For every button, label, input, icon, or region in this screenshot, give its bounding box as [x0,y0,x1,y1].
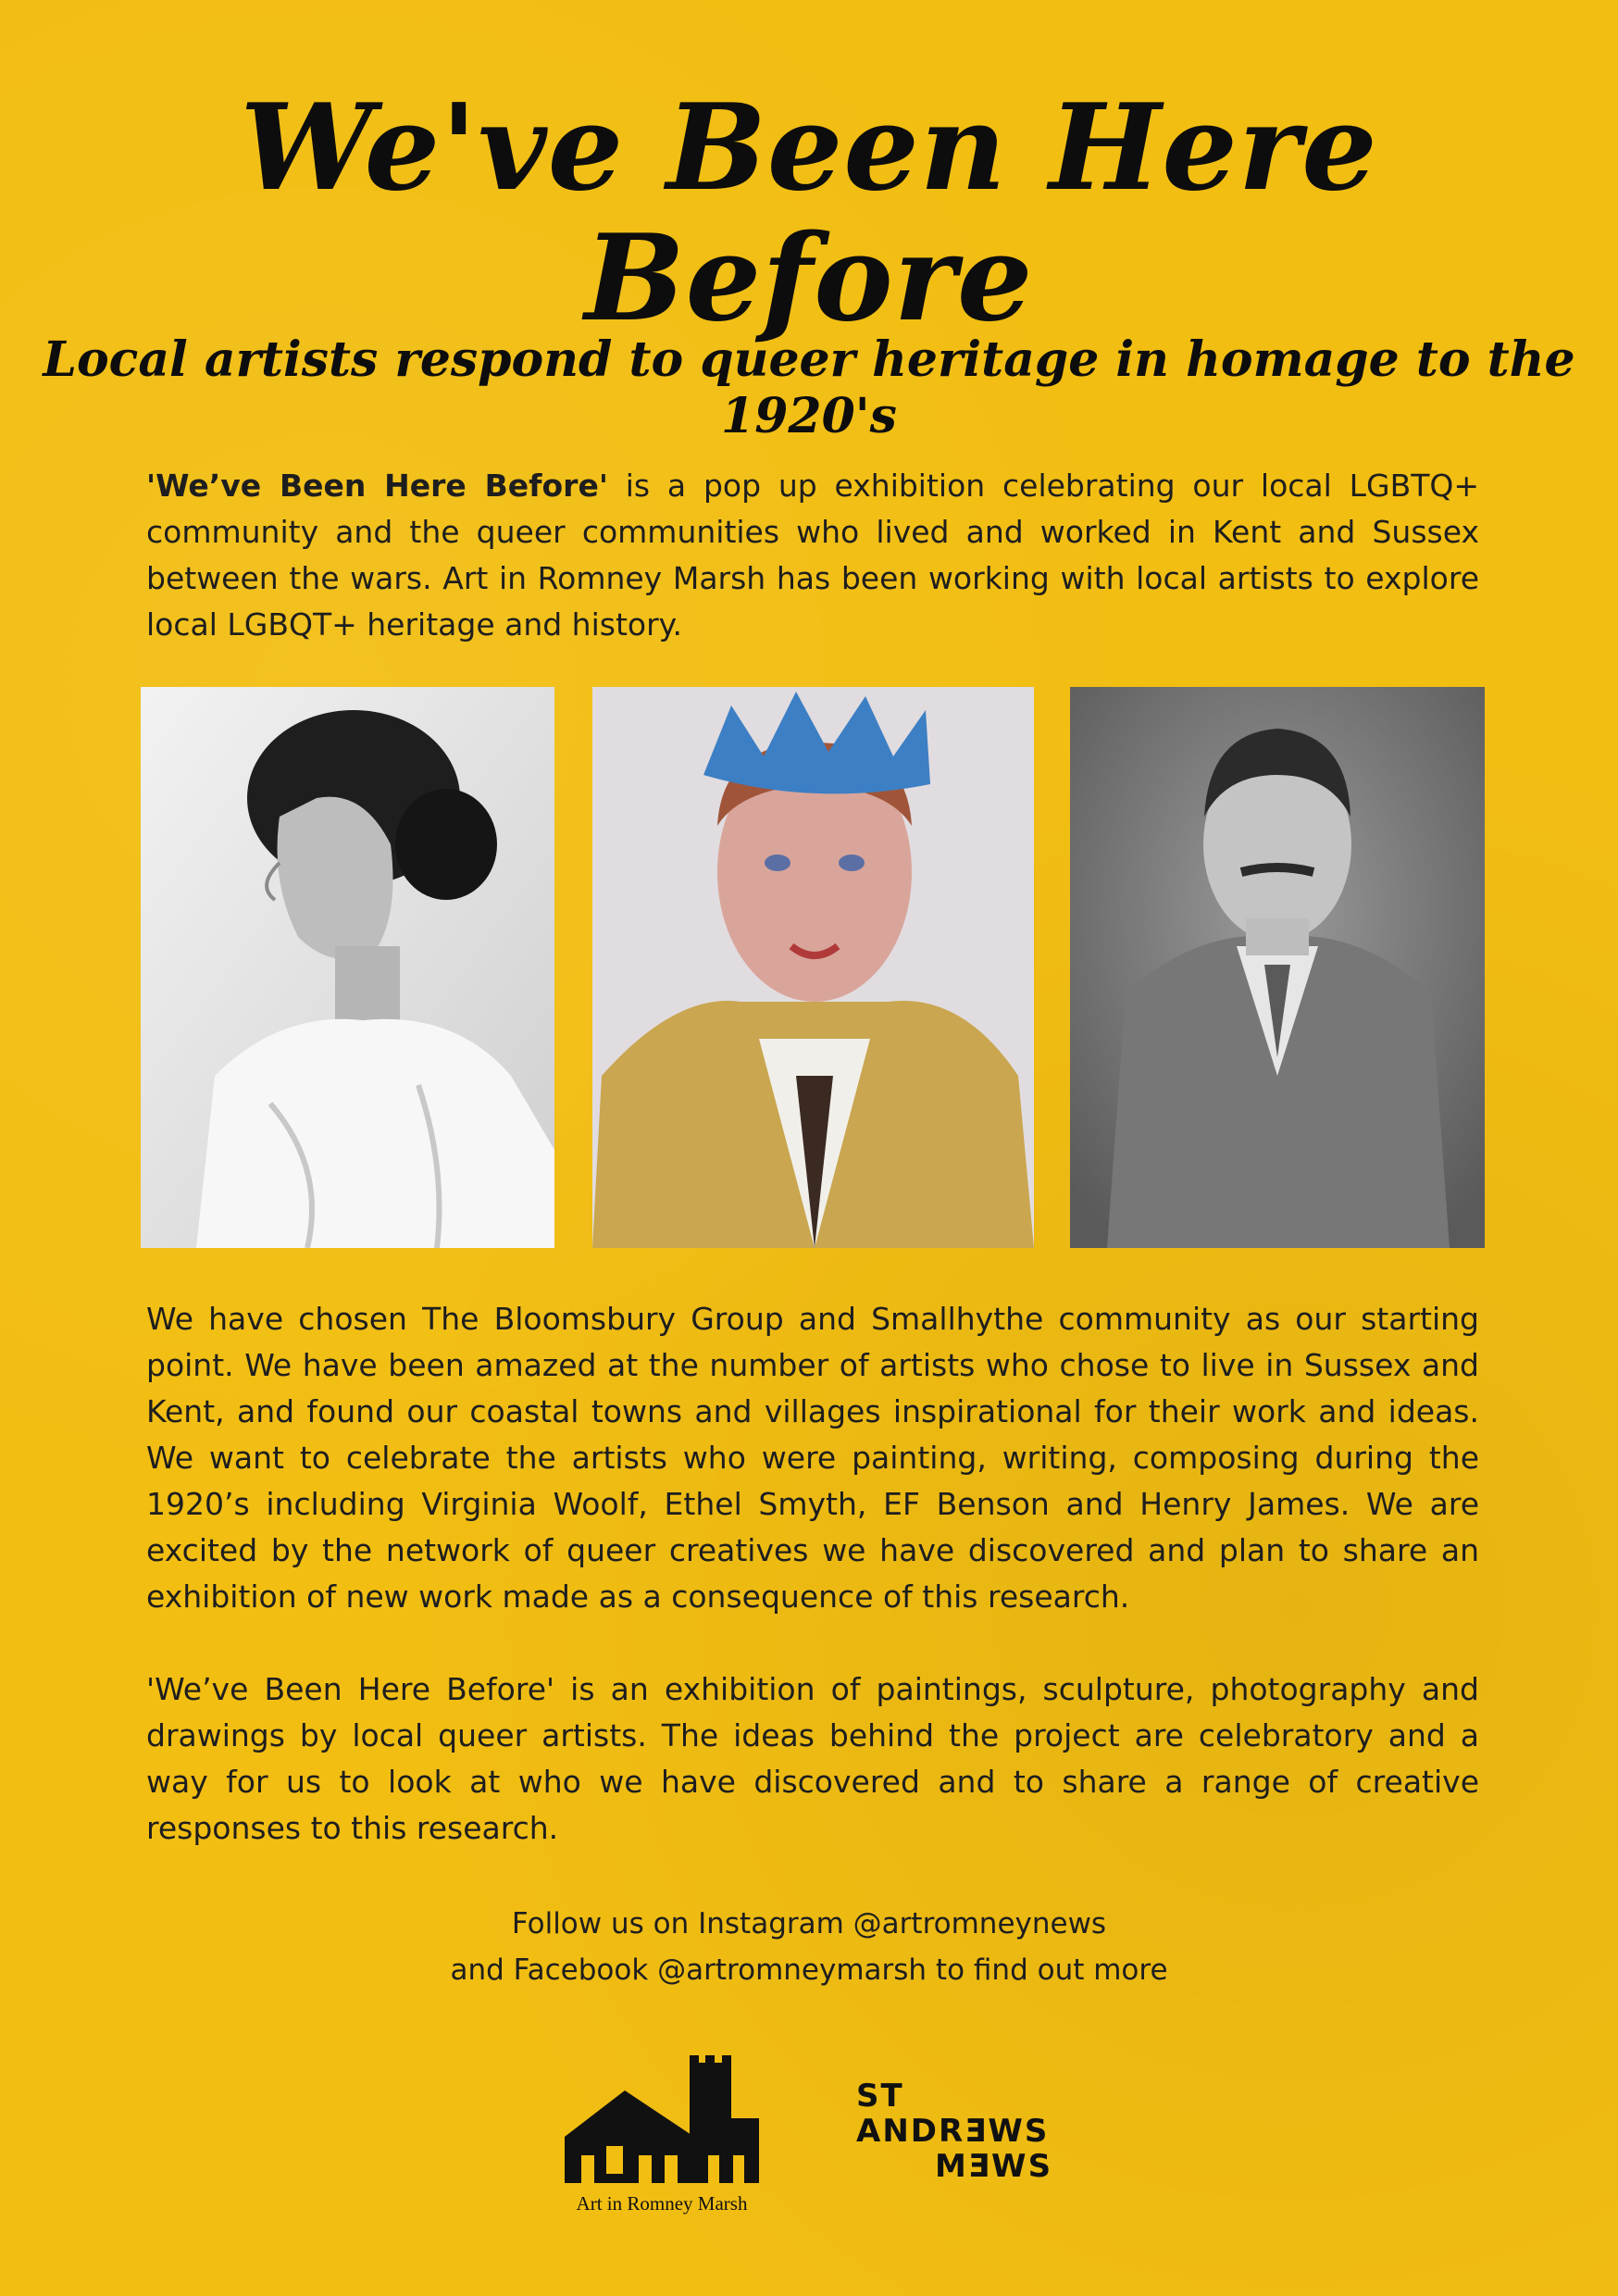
intro-bold-title: 'We’ve Been Here Before' [146,468,608,504]
portrait-photo-man [1070,687,1485,1248]
follow-facebook: and Facebook @artromneymarsh to find out more [450,1953,1168,1987]
intro-text: is a pop up exhibition celebrating our local LGBTQ+ community and the queer communities who lived and worked in Kent and Sussex between the wars. Art in Romney Marsh has been working with local artists to explore local LGBQT+ heritage and history. [146,468,1479,643]
painting-blue-crown [592,687,1034,1248]
body-paragraph-2: 'We’ve Been Here Before' is an exhibition of paintings, sculpture, photography and drawings by local queer artists. The ideas behind the project are celebratory and a way for us to look at who we have discovered and to share a range of creative responses to this research. [146,1671,1479,1846]
intro-paragraph [146,463,1479,648]
follow-instagram: Follow us on Instagram @artromneynews [511,1907,1107,1940]
logo-word-mews: MƎWS [935,2148,1053,2185]
logo-word-st: ST [856,2078,904,2115]
poster-subtitle: Local artists respond to queer heritage in homage to the 1920's [43,331,1575,444]
poster-title: We've Been Here Before [240,79,1378,348]
body-paragraph-1: We have chosen The Bloomsbury Group and Smallhythe community as our starting point. We have been amazed at the number of artists who chose to live in Sussex and Kent, and found our coastal towns and villages inspirational for their work and ideas. We want to celebrate the artists who were painting, writing, composing during the 1920’s including Virginia Woolf, Ethel Smyth, EF Benson and Henry James. We are excited by the network of queer creatives we have discovered and plan to share an exhibition of new work made as a consequence of this research. [146,1301,1479,1615]
logo-word-andrews: ANDRƎWS [856,2113,1050,2150]
art-in-romney-marsh-label: Art in Romney Marsh [576,2192,748,2215]
st-andrews-mews-logo [856,2078,1052,2184]
portrait-photo-woman [141,687,554,1248]
